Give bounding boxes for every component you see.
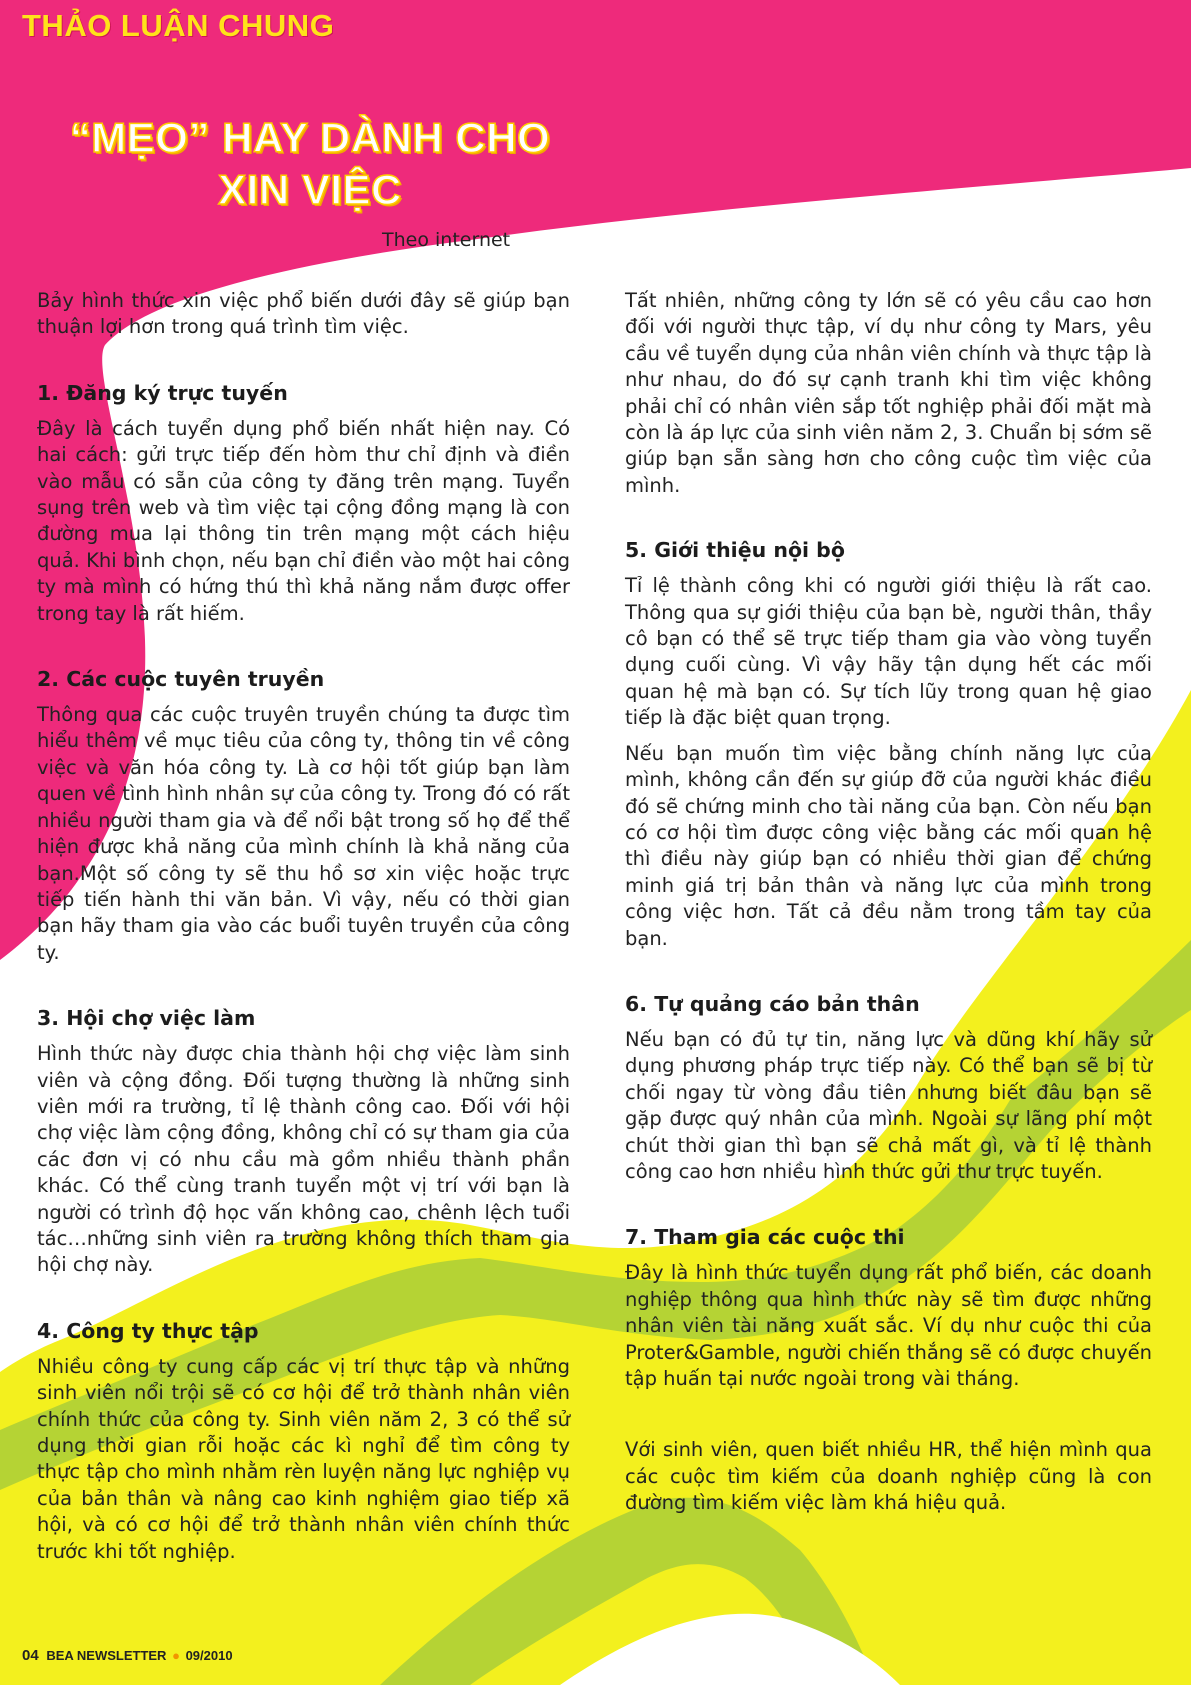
- section-2-body: Thông qua các cuộc truyên truyền chúng ta được tìm hiểu thêm về mục tiêu của công ty, thông tin về công việc và văn hóa công ty. Là cơ hội tốt giúp bạn làm quen về tình hình nhân sự của công ty. Trong đó có rất nhiều người tham gia và để nổi bật trong số họ để thể hiện được khả năng của mình chính là khả năng của bạn.Một số công ty sẽ thu hồ sơ xin việc hoặc trực tiếp tiến hành thi văn bản. Vì vậy, nếu có thời gian bạn hãy tham gia vào các buổi tuyên truyền của công ty.: [37, 703, 570, 964]
- section-4-continued: Tất nhiên, những công ty lớn sẽ có yêu cầu cao hơn đối với người thực tập, ví dụ như công ty Mars, yêu cầu về tuyển dụng của nhân viên chính và thực tập là như nhau, do đó sự cạnh tranh khi tìm việc không phải chỉ có nhân viên sắp tốt nghiệp phải đối mặt mà còn là áp lực của sinh viên năm 2, 3. Chuẩn bị sớm sẽ giúp bạn sẵn sàng hơn cho công cuộc tìm việc của mình.: [625, 289, 1152, 497]
- article-source: Theo internet: [382, 229, 511, 251]
- section-5-body-1: Tỉ lệ thành công khi có người giới thiệu là rất cao. Thông qua sự giới thiệu của bạn bè, người thân, thầy cô bạn có thể sẽ trực tiếp tham gia vào vòng tuyển dụng cuối cùng. Vì vậy hãy tận dụng hết các mối quan hệ mà bạn có. Sự tích lũy trong quan hệ giao tiếp là đặc biệt quan trọng.: [625, 574, 1152, 730]
- page-number: 04: [22, 1647, 39, 1664]
- right-column: [625, 288, 1152, 1517]
- issue-date: 09/2010: [185, 1648, 233, 1663]
- section-5-body-2: Nếu bạn muốn tìm việc bằng chính năng lực của mình, không cần đến sự giúp đỡ của người khác điều đó sẽ chứng minh cho tài năng của bạn. Còn nếu bạn có cơ hội tìm được công việc bằng các mối quan hệ thì điều này giúp bạn có nhiều thời gian để chứng minh giá trị bản thân và năng lực của mình trong công việc hơn. Tất cả đều nằm trong tầm tay của bạn.: [625, 741, 1152, 950]
- section-3-heading: 3. Hội chợ việc làm: [37, 1006, 256, 1031]
- section-3-body: Hình thức này được chia thành hội chợ việc làm sinh viên và cộng đồng. Đối tượng thường là những sinh viên mới ra trường, tỉ lệ thành công cao. Đối với hội chợ việc làm cộng đồng, không chỉ có sự tham gia của các đơn vị có nhu cầu mà gồm nhiều thành phần khác. Có thể cùng tranh tuyển một vị trí với bạn là người có trình độ học vấn không cao, chênh lệch tuổi tác…những sinh viên ra trường không thích tham gia hội chợ này.: [37, 1042, 570, 1277]
- section-4-body: Nhiều công ty cung cấp các vị trí thực tập và những sinh viên nổi trội sẽ có cơ hội để trở thành nhân viên chính thức của công ty. Sinh viên năm 2, 3 có thể sử dụng thời gian rỗi hoặc các kì nghỉ để tìm công ty thực tập cho mình nhằm rèn luyện năng lực nghiệp vụ của bản thân và nâng cao kinh nghiệm giao tiếp xã hội, và có cơ hội để trở thành nhân viên chính thức trước khi tốt nghiệp.: [37, 1354, 570, 1563]
- section-5-heading: 5. Giới thiệu nội bộ: [625, 538, 845, 563]
- footer-separator-dot: ●: [172, 1648, 180, 1663]
- left-column: [37, 288, 570, 1565]
- article-title-line-1: “MẸO” HAY DÀNH CHO: [69, 114, 551, 161]
- section-4-heading: 4. Công ty thực tập: [37, 1318, 259, 1343]
- section-6-heading: 6. Tự quảng cáo bản thân: [625, 991, 920, 1016]
- section-6-body: Nếu bạn có đủ tự tin, năng lực và dũng khí hãy sử dụng phương pháp trực tiếp này. Có thể bạn sẽ bị từ chối ngay từ vòng đầu tiên nhưng biết đâu bạn sẽ gặp được quý nhân của mình. Ngoài sự lãng phí một chút thời gian thì bạn sẽ chả mất gì, và tỉ lệ thành công cao hơn nhiều hình thức gửi thư trực tuyến.: [625, 1027, 1152, 1183]
- intro-paragraph: Bảy hình thức xin việc phổ biến dưới đây sẽ giúp bạn thuận lợi hơn trong quá trình tìm việc.: [37, 289, 570, 339]
- section-7-body: Đây là hình thức tuyển dụng rất phổ biến, các doanh nghiệp thông qua hình thức này sẽ tìm được những nhân viên tài năng xuất sắc. Ví dụ như cuộc thi của Proter&Gamble, người chiến thắng sẽ có được chuyến tập huấn tại nước ngoài trong vài tháng.: [625, 1261, 1152, 1390]
- publication-name: BEA NEWSLETTER: [46, 1648, 167, 1663]
- section-7-heading: 7. Tham gia các cuộc thi: [625, 1225, 905, 1250]
- article-title-line-2: XIN VIỆC: [218, 166, 402, 213]
- section-label: THẢO LUẬN CHUNG: [22, 8, 335, 43]
- section-1-heading: 1. Đăng ký trực tuyến: [37, 380, 288, 405]
- page-footer: [22, 1647, 233, 1664]
- section-2-heading: 2. Các cuộc tuyên truyền: [37, 667, 325, 692]
- article-title: [30, 112, 590, 216]
- section-1-body: Đây là cách tuyển dụng phổ biến nhất hiện nay. Có hai cách: gửi trực tiếp đến hòm thư chỉ định và điền vào mẫu có sẵn của công ty đăng trên mạng. Tuyển sụng trên web và tìm việc tại cộng đồng mạng là con đường mua lại thông tin trên mạng một cách hiệu quả. Khi bình chọn, nếu bạn chỉ điền vào một hai công ty mà mình có hứng thú thì khả năng nắm được offer trong tay là rất hiếm.: [37, 416, 570, 625]
- closing-paragraph: Với sinh viên, quen biết nhiều HR, thể hiện mình qua các cuộc tìm kiếm của doanh nghiệp cũng là con đường tìm kiếm việc làm khá hiệu quả.: [625, 1438, 1152, 1515]
